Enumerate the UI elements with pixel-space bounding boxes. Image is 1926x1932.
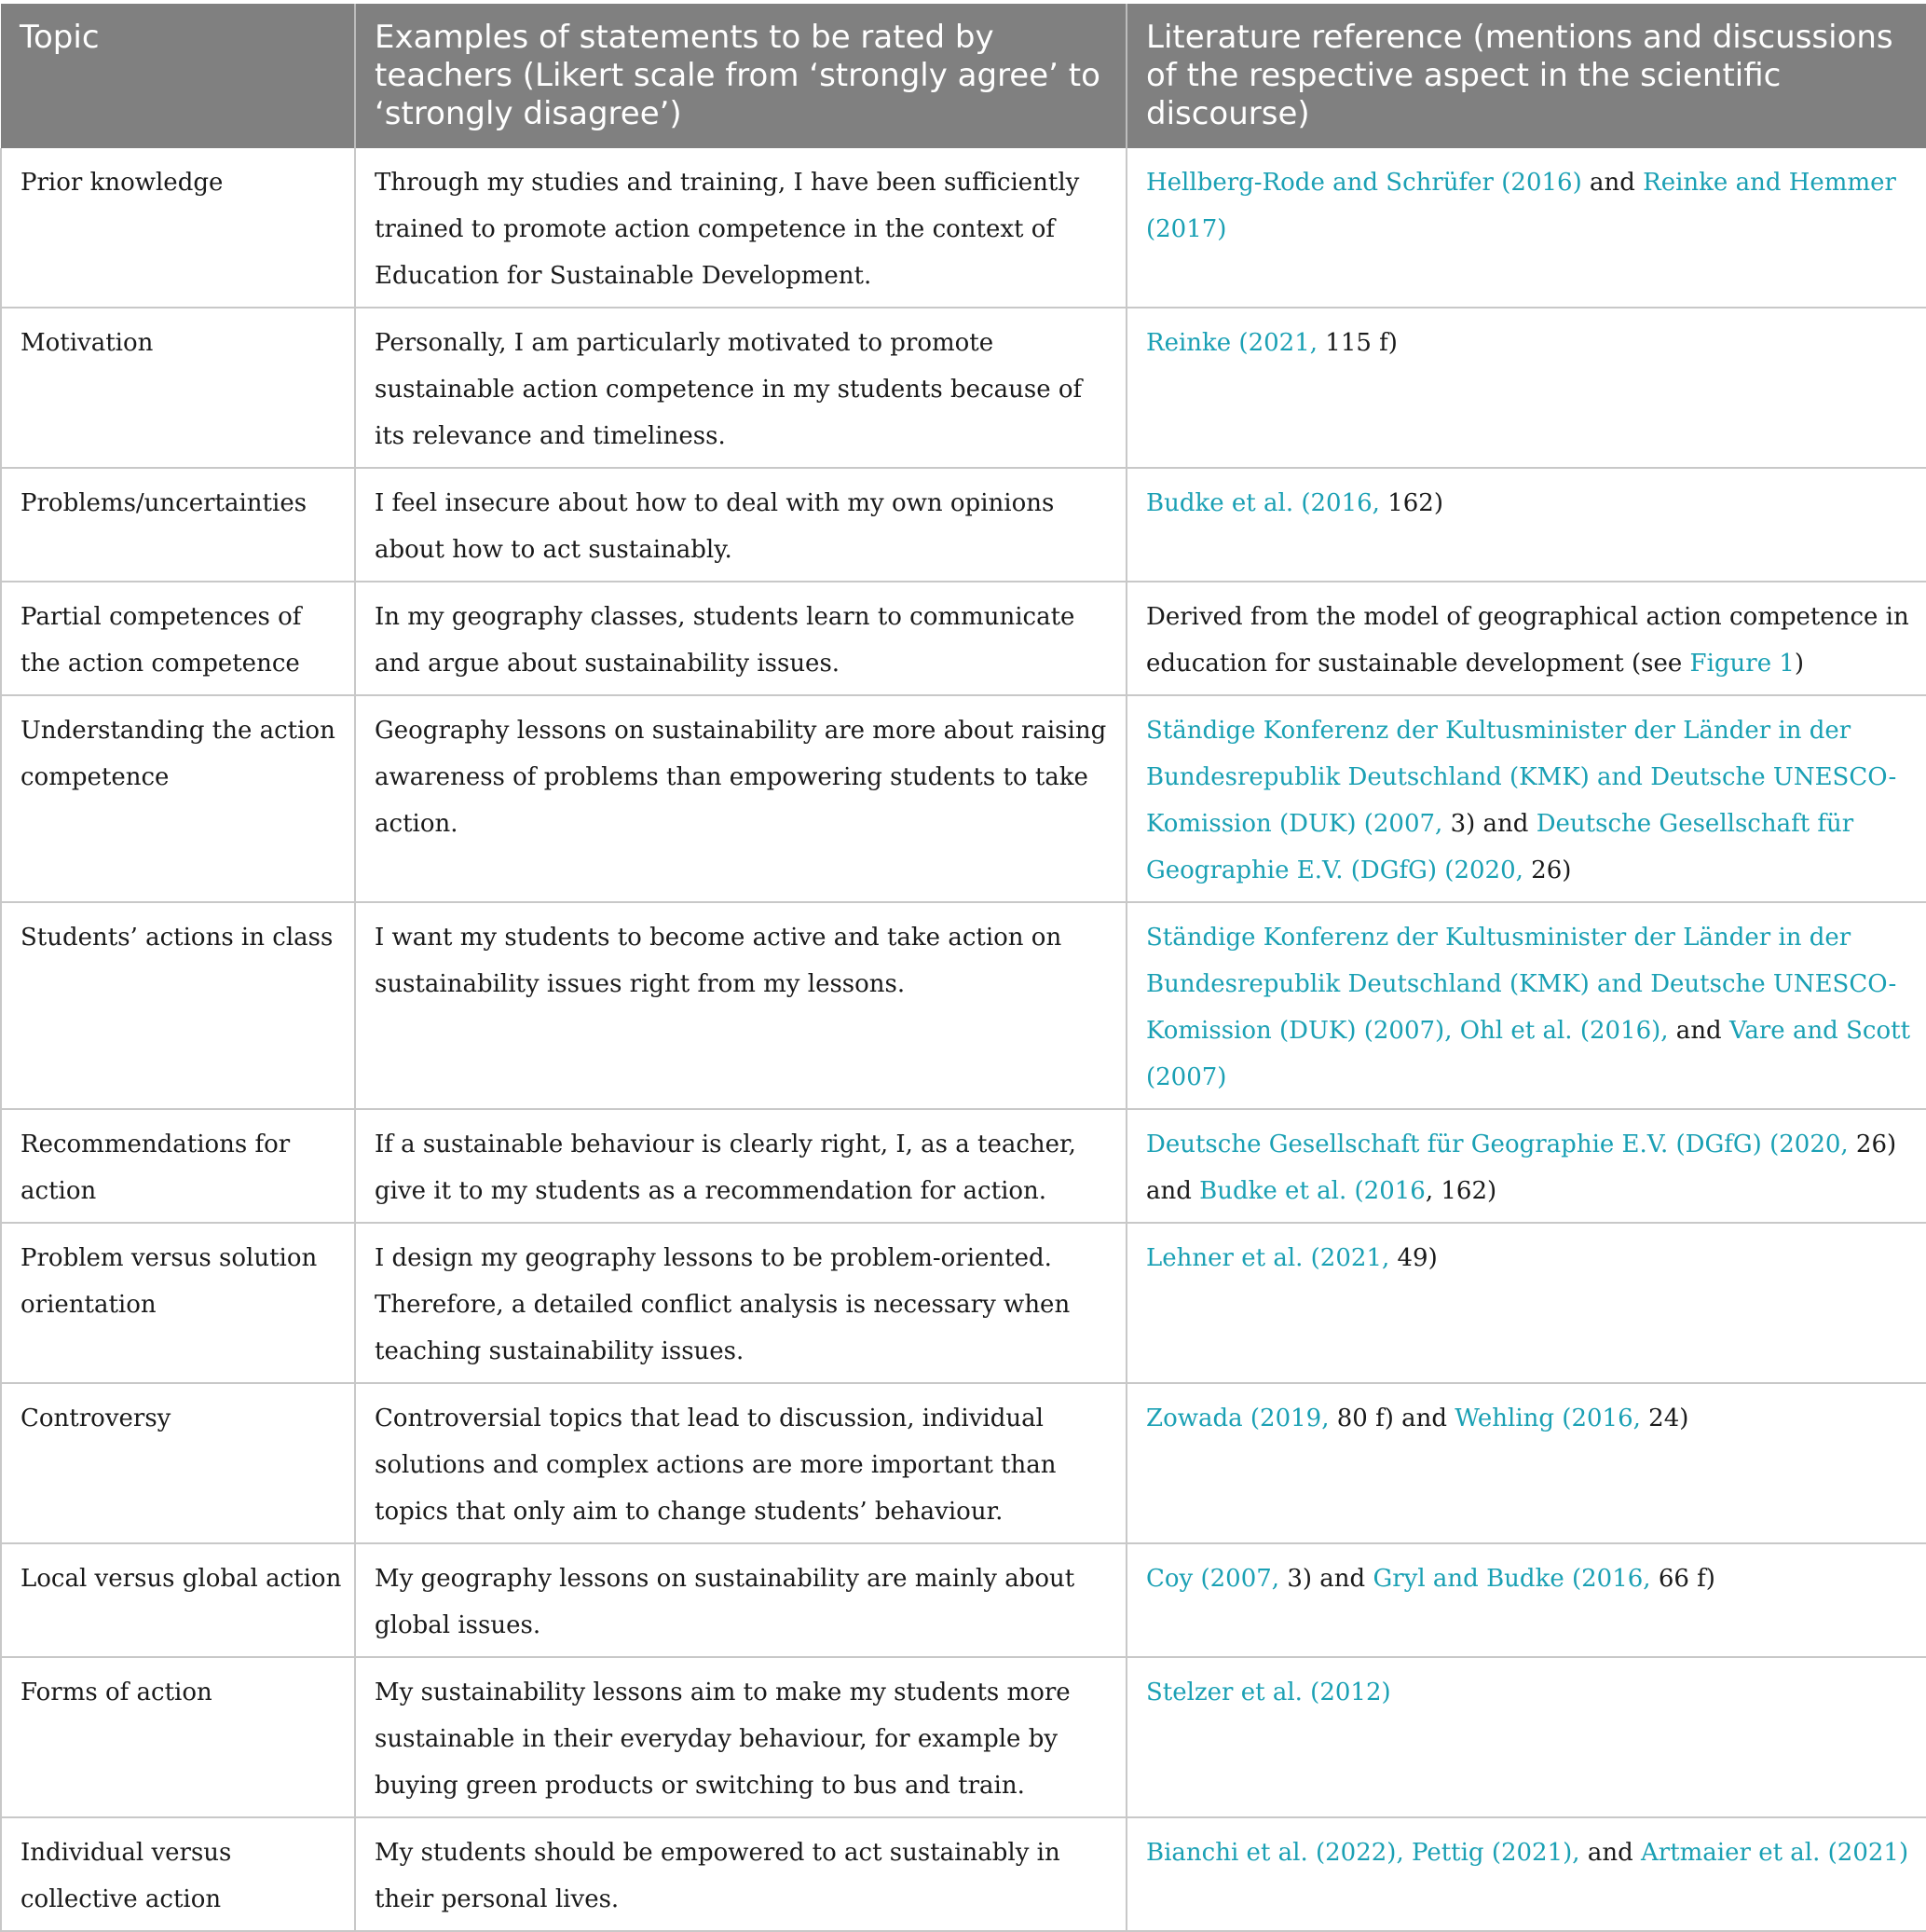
citation-link[interactable]: Stelzer et al. (2012) xyxy=(1146,1679,1391,1706)
reference-cell xyxy=(1127,1817,1926,1931)
reference-text xyxy=(1452,1017,1459,1045)
statement-cell: I feel insecure about how to deal with my own opinions about how to act sustainably. xyxy=(355,468,1127,582)
header-row xyxy=(1,4,1926,148)
table-row xyxy=(1,1817,1926,1931)
citation-link[interactable]: Pettig (2021), xyxy=(1412,1839,1580,1867)
literature-table xyxy=(0,4,1926,1932)
citation-link[interactable]: Gryl and Budke (2016, xyxy=(1373,1565,1651,1593)
reference-cell xyxy=(1127,902,1926,1109)
citation-link[interactable]: Zowada (2019, xyxy=(1146,1404,1330,1432)
topic-cell: Partial competences of the action competence xyxy=(1,582,355,695)
table-row xyxy=(1,1657,1926,1817)
table-row xyxy=(1,468,1926,582)
reference-text: Derived from the model of geographical action competence in education for sustainable development (see xyxy=(1146,603,1909,678)
citation-link[interactable]: Budke et al. (2016, xyxy=(1146,489,1380,517)
statement-cell: If a sustainable behaviour is clearly right, I, as a teacher, give it to my students as a recommendation for action. xyxy=(355,1109,1127,1223)
reference-cell xyxy=(1127,582,1926,695)
reference-text: 24) xyxy=(1640,1404,1689,1432)
topic-cell: Individual versus collective action xyxy=(1,1817,355,1931)
statement-cell: Controversial topics that lead to discussion, individual solutions and complex actions are more important than topics that only aim to change students’ behaviour. xyxy=(355,1383,1127,1543)
statement-cell: My students should be empowered to act sustainably in their personal lives. xyxy=(355,1817,1127,1931)
reference-cell xyxy=(1127,1109,1926,1223)
header-statements: Examples of statements to be rated by teachers (Likert scale from ‘strongly agree’ to ‘strongly disagree’) xyxy=(355,4,1127,148)
table-row xyxy=(1,582,1926,695)
reference-text: 26) and xyxy=(1146,1130,1897,1205)
statement-cell: Through my studies and training, I have been sufficiently trained to promote action competence in the context of Education for Sustainable Development. xyxy=(355,148,1127,308)
table-row xyxy=(1,1109,1926,1223)
topic-cell: Prior knowledge xyxy=(1,148,355,308)
reference-text: 3) and xyxy=(1279,1565,1373,1593)
topic-cell: Problem versus solution orientation xyxy=(1,1223,355,1383)
reference-text: and xyxy=(1668,1017,1729,1045)
topic-cell: Understanding the action competence xyxy=(1,695,355,902)
table-row xyxy=(1,695,1926,902)
statement-cell: I want my students to become active and take action on sustainability issues right from my lessons. xyxy=(355,902,1127,1109)
citation-link[interactable]: Coy (2007, xyxy=(1146,1565,1280,1593)
table-row xyxy=(1,1223,1926,1383)
topic-cell: Motivation xyxy=(1,308,355,468)
citation-link[interactable]: Artmaier et al. (2021) xyxy=(1640,1839,1909,1867)
topic-cell: Controversy xyxy=(1,1383,355,1543)
reference-text: ) xyxy=(1794,650,1805,678)
reference-text: 26) xyxy=(1523,856,1572,884)
table-row xyxy=(1,1543,1926,1657)
table-row xyxy=(1,148,1926,308)
reference-text: , 162) xyxy=(1425,1177,1497,1205)
citation-link[interactable]: Ohl et al. (2016), xyxy=(1459,1017,1669,1045)
citation-link[interactable]: Figure 1 xyxy=(1689,650,1795,678)
citation-link[interactable]: Bianchi et al. (2022), xyxy=(1146,1839,1404,1867)
statement-cell: Geography lessons on sustainability are more about raising awareness of problems than empowering students to take action. xyxy=(355,695,1127,902)
reference-cell xyxy=(1127,148,1926,308)
reference-cell xyxy=(1127,1383,1926,1543)
reference-text: and xyxy=(1579,1839,1641,1867)
citation-link[interactable]: Budke et al. (2016 xyxy=(1199,1177,1426,1205)
table-body xyxy=(1,148,1926,1931)
topic-cell: Local versus global action xyxy=(1,1543,355,1657)
header-topic: Topic xyxy=(1,4,355,148)
citation-link[interactable]: Reinke (2021, xyxy=(1146,329,1318,357)
citation-link[interactable]: Deutsche Gesellschaft für Geographie E.V. (DGfG) (2020, xyxy=(1146,1130,1849,1158)
table-header xyxy=(1,4,1926,148)
reference-text: and xyxy=(1581,169,1644,197)
citation-link[interactable]: Hellberg-Rode and Schrüfer (2016) xyxy=(1146,169,1582,197)
reference-text: 80 f) and xyxy=(1329,1404,1455,1432)
statement-cell: My geography lessons on sustainability are mainly about global issues. xyxy=(355,1543,1127,1657)
topic-cell: Students’ actions in class xyxy=(1,902,355,1109)
citation-link[interactable]: Lehner et al. (2021, xyxy=(1146,1244,1390,1272)
reference-cell xyxy=(1127,1223,1926,1383)
table-row xyxy=(1,902,1926,1109)
topic-cell: Recommendations for action xyxy=(1,1109,355,1223)
citation-link[interactable]: Ständige Konferenz der Kultusminister der Länder in der Bundesrepublik Deutschland (KMK) and Deutsche UNESCO-Komission (DUK) (2007, xyxy=(1146,717,1897,838)
statement-cell: In my geography classes, students learn to communicate and argue about sustainability issues. xyxy=(355,582,1127,695)
citation-link[interactable]: Wehling (2016, xyxy=(1455,1404,1641,1432)
citation-link[interactable]: Ständige Konferenz der Kultusminister der Länder in der Bundesrepublik Deutschland (KMK) and Deutsche UNESCO-Komission (DUK) (2007), xyxy=(1146,924,1897,1045)
reference-text: 66 f) xyxy=(1650,1565,1715,1593)
table-row xyxy=(1,308,1926,468)
reference-text: 3) and xyxy=(1442,810,1537,838)
header-literature: Literature reference (mentions and discussions of the respective aspect in the scientific discourse) xyxy=(1127,4,1926,148)
statement-cell: Personally, I am particularly motivated to promote sustainable action competence in my students because of its relevance and timeliness. xyxy=(355,308,1127,468)
topic-cell: Problems/uncertainties xyxy=(1,468,355,582)
statement-cell: My sustainability lessons aim to make my students more sustainable in their everyday behaviour, for example by buying green products or switching to bus and train. xyxy=(355,1657,1127,1817)
reference-cell xyxy=(1127,308,1926,468)
reference-text xyxy=(1404,1839,1412,1867)
table-row xyxy=(1,1383,1926,1543)
citation-link[interactable]: Deutsche Gesellschaft für Geographie E.V. (DGfG) (2020, xyxy=(1146,810,1854,884)
reference-cell xyxy=(1127,1543,1926,1657)
reference-text: 115 f) xyxy=(1318,329,1398,357)
statement-cell: I design my geography lessons to be problem-oriented. Therefore, a detailed conflict analysis is necessary when teaching sustainability issues. xyxy=(355,1223,1127,1383)
reference-cell xyxy=(1127,1657,1926,1817)
citation-link[interactable]: Reinke and Hemmer (2017) xyxy=(1146,169,1896,243)
citation-link[interactable]: Vare and Scott (2007) xyxy=(1146,1017,1911,1091)
reference-cell xyxy=(1127,695,1926,902)
reference-text: 162) xyxy=(1379,489,1443,517)
reference-cell xyxy=(1127,468,1926,582)
topic-cell: Forms of action xyxy=(1,1657,355,1817)
reference-text: 49) xyxy=(1389,1244,1438,1272)
